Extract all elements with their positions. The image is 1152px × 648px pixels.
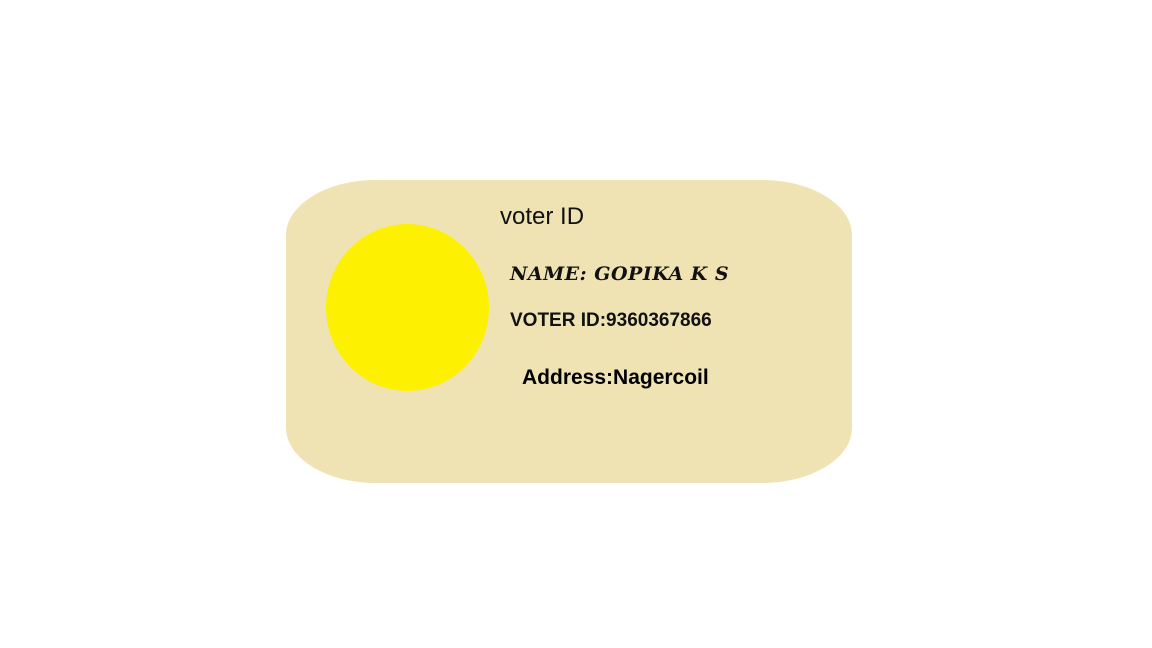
voter-id-card — [286, 180, 852, 483]
voter-address: Address:Nagercoil — [522, 366, 709, 389]
voter-name: NAME: GOPIKA K S — [510, 263, 730, 285]
card-title: voter ID — [500, 203, 585, 230]
photo-placeholder — [326, 224, 489, 391]
voter-id-number: VOTER ID:9360367866 — [510, 310, 712, 331]
